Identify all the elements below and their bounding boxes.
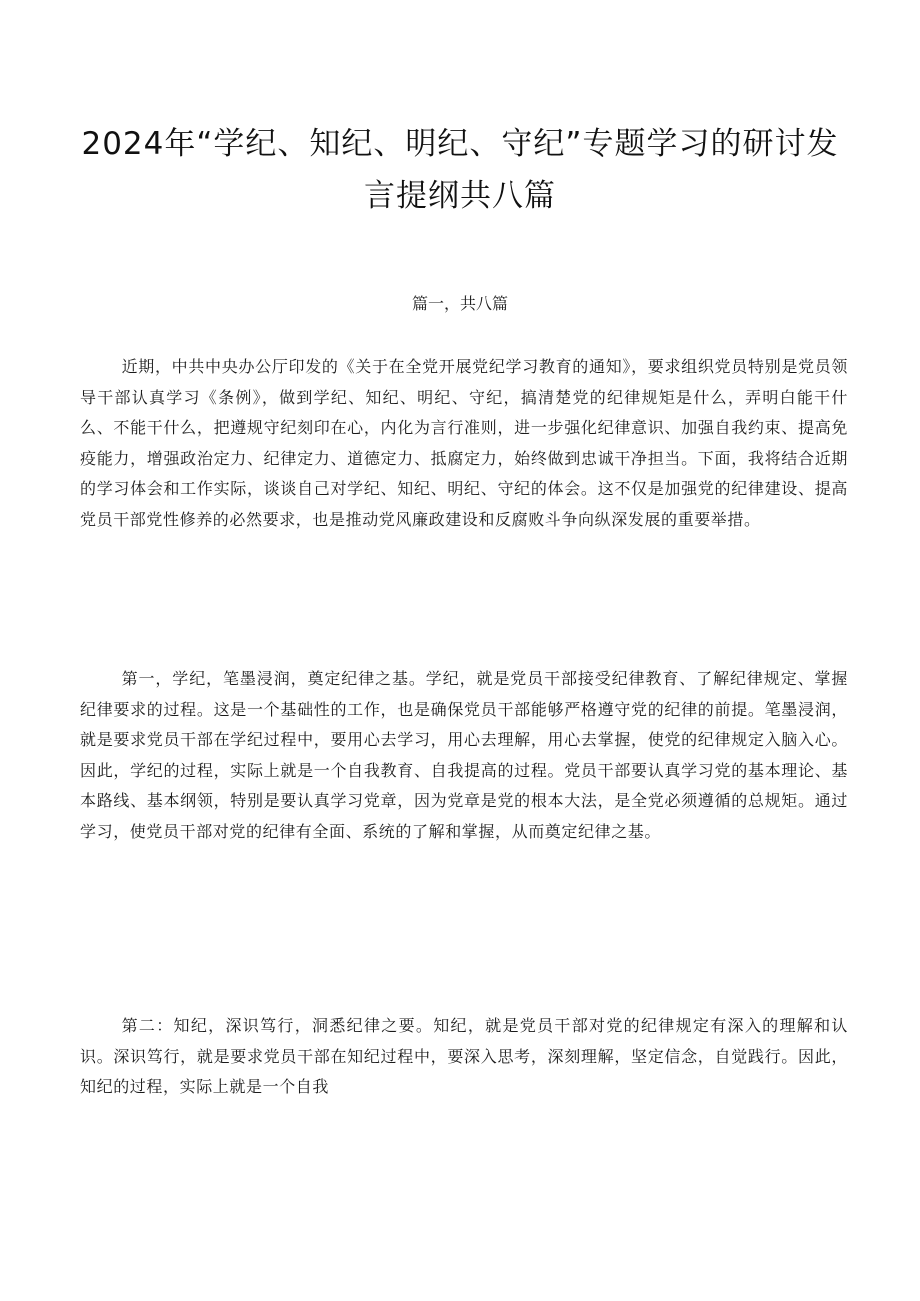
body-paragraph-first-point: 第一，学纪，笔墨浸润，奠定纪律之基。学纪，就是党员干部接受纪律教育、了解纪律规定、掌握纪律要求的过程。这是一个基础性的工作，也是确保党员干部能够严格遵守党的纪律的前提。笔墨浸润，就是要求党员干部在学纪过程中，要用心去学习，用心去理解，用心去掌握，使党的纪律规定入脑入心。因此，学纪的过程，实际上就是一个自我教育、自我提高的过程。党员干部要认真学习党的基本理论、基本路线、基本纲领，特别是要认真学习党章，因为党章是党的根本大法，是全党必须遵循的总规矩。通过学习，使党员干部对党的纪律有全面、系统的了解和掌握，从而奠定纪律之基。 (80, 669, 848, 841)
section-heading: 篇一，共八篇 (411, 294, 508, 313)
body-paragraph-intro: 近期，中共中央办公厅印发的《关于在全党开展党纪学习教育的通知》，要求组织党员特别是党员领导干部认真学习《条例》，做到学纪、知纪、明纪、守纪，搞清楚党的纪律规矩是什么，弄明白能干什么、不能干什么，把遵规守纪刻印在心，内化为言行准则，进一步强化纪律意识、加强自我约束、提高免疫能力，增强政治定力、纪律定力、道德定力、抵腐定力，始终做到忠诚干净担当。下面，我将结合近期的学习体会和工作实际，谈谈自己对学纪、知纪、明纪、守纪的体会。这不仅是加强党的纪律建设、提高党员干部党性修养的必然要求，也是推动党风廉政建设和反腐败斗争向纵深发展的重要举措。 (80, 357, 848, 529)
document-title: 2024年“学纪、知纪、明纪、守纪”专题学习的研讨发言提纲共八篇 (81, 126, 839, 214)
body-paragraph-second-point: 第二：知纪，深识笃行，洞悉纪律之要。知纪，就是党员干部对党的纪律规定有深入的理解和认识。深识笃行，就是要求党员干部在知纪过程中，要深入思考，深刻理解，坚定信念，自觉践行。因此，知纪的过程，实际上就是一个自我 (80, 1016, 848, 1096)
